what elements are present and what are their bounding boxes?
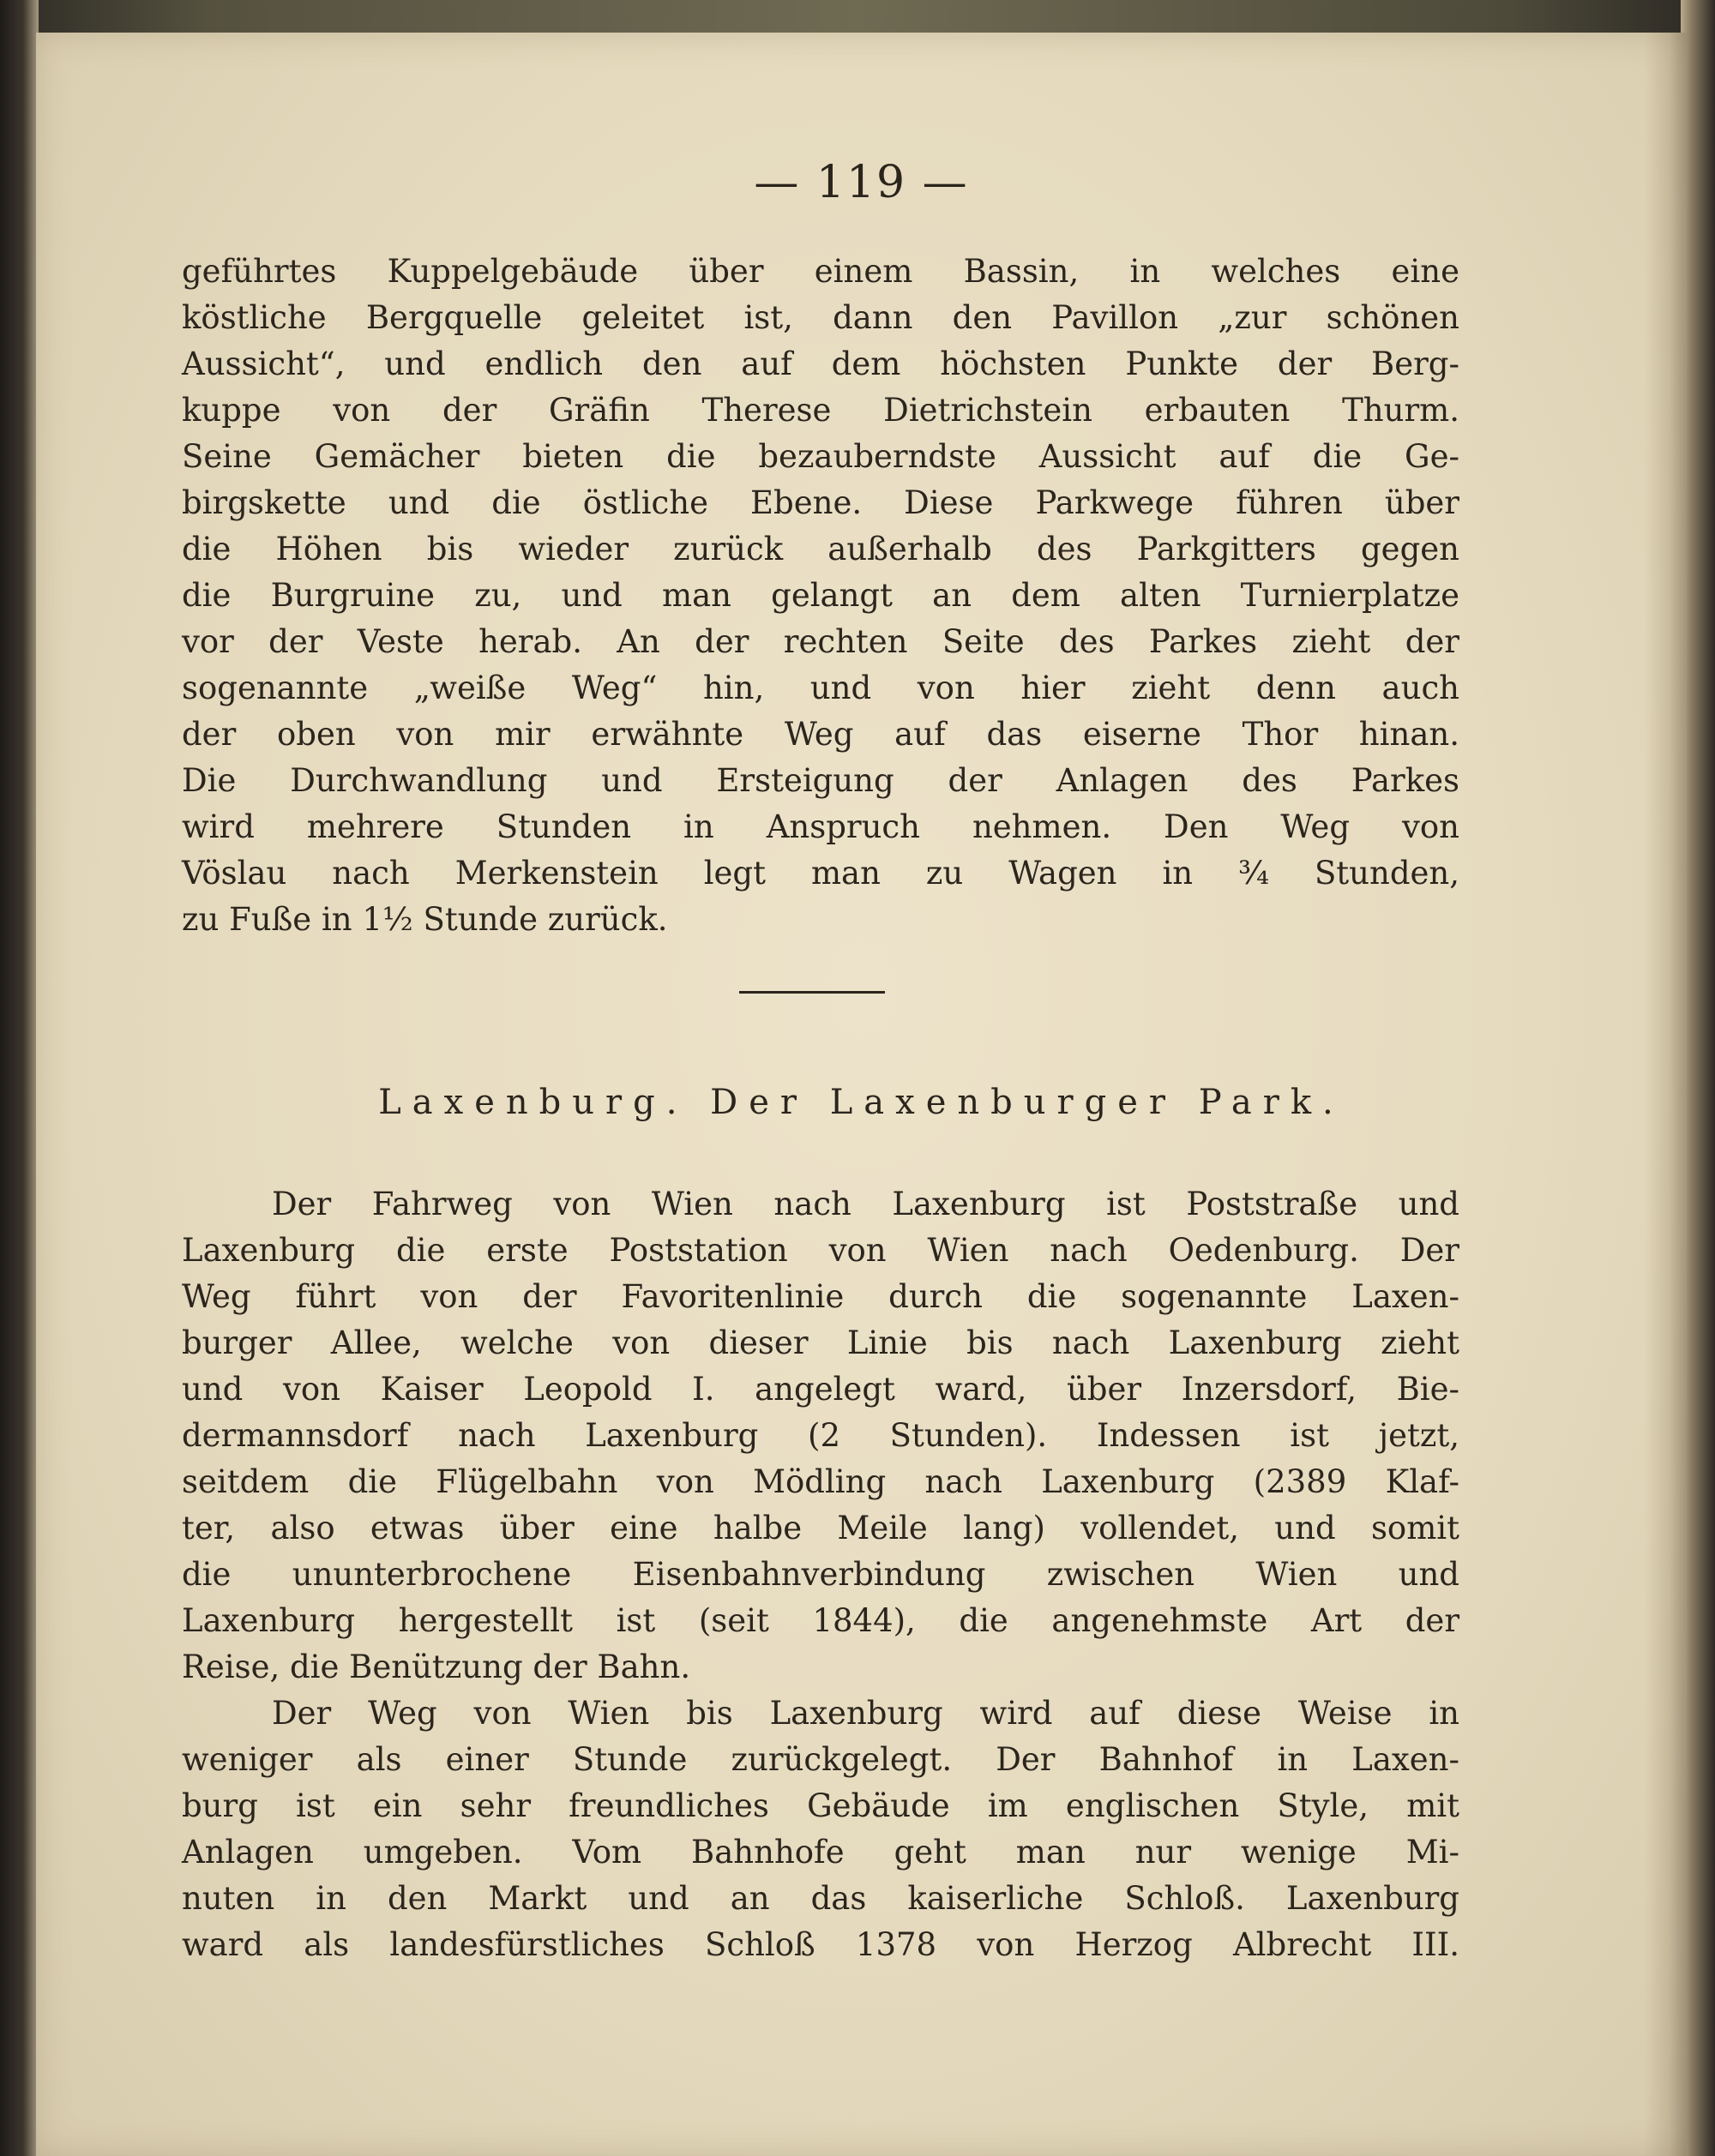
text-line: geführtes Kuppelgebäude über einem Bassin, in welches eine bbox=[182, 253, 1459, 290]
text-line: zu Fuße in 1½ Stunde zurück. bbox=[182, 901, 668, 938]
text-line: der oben von mir erwähnte Weg auf das eiserne Thor hinan. bbox=[182, 716, 1459, 753]
section-divider bbox=[739, 991, 885, 994]
text-line: kuppe von der Gräfin Therese Dietrichstein erbauten Thurm. bbox=[182, 392, 1459, 429]
text-line: Der Fahrweg von Wien nach Laxenburg ist Poststraße und bbox=[272, 1186, 1459, 1222]
text-line: Die Durchwandlung und Ersteigung der Anlagen des Parkes bbox=[182, 762, 1459, 799]
text-line: dermannsdorf nach Laxenburg (2 Stunden). Indessen ist jetzt, bbox=[182, 1417, 1459, 1454]
text-line: Der Weg von Wien bis Laxenburg wird auf diese Weise in bbox=[272, 1695, 1459, 1732]
text-line: wird mehrere Stunden in Anspruch nehmen. Den Weg von bbox=[182, 808, 1459, 845]
text-line: köstliche Bergquelle geleitet ist, dann den Pavillon „zur schönen bbox=[182, 299, 1459, 336]
book-page bbox=[36, 33, 1687, 2156]
text-line: die Höhen bis wieder zurück außerhalb des Parkgitters gegen bbox=[182, 531, 1459, 568]
paragraph-1 bbox=[182, 249, 1459, 943]
paragraph-3 bbox=[182, 1691, 1459, 1968]
text-line: Weg führt von der Favoritenlinie durch die sogenannte Laxen- bbox=[182, 1278, 1459, 1315]
text-line: die ununterbrochene Eisenbahnverbindung zwischen Wien und bbox=[182, 1556, 1459, 1593]
text-line: und von Kaiser Leopold I. angelegt ward, über Inzersdorf, Bie- bbox=[182, 1371, 1459, 1408]
text-line: sogenannte „weiße Weg“ hin, und von hier zieht denn auch bbox=[182, 670, 1459, 706]
text-line: vor der Veste herab. An der rechten Seite des Parkes zieht der bbox=[182, 623, 1459, 660]
text-line: Laxenburg hergestellt ist (seit 1844), die angenehmste Art der bbox=[182, 1602, 1459, 1639]
text-line: nuten in den Markt und an das kaiserliche Schloß. Laxenburg bbox=[182, 1880, 1459, 1917]
text-line: burg ist ein sehr freundliches Gebäude im englischen Style, mit bbox=[182, 1787, 1459, 1824]
book-spine-shadow bbox=[0, 0, 39, 2156]
text-line: seitdem die Flügelbahn von Mödling nach Laxenburg (2389 Klaf- bbox=[182, 1463, 1459, 1500]
text-line: Anlagen umgeben. Vom Bahnhofe geht man nur wenige Mi- bbox=[182, 1834, 1459, 1871]
text-line: ter, also etwas über eine halbe Meile lang) vollendet, und somit bbox=[182, 1510, 1459, 1546]
paragraph-2 bbox=[182, 1181, 1459, 1691]
text-line: weniger als einer Stunde zurückgelegt. Der Bahnhof in Laxen- bbox=[182, 1741, 1459, 1778]
section-heading: Laxenburg. Der Laxenburger Park. bbox=[378, 1083, 1345, 1122]
text-line: Aussicht“, und endlich den auf dem höchsten Punkte der Berg- bbox=[182, 345, 1459, 382]
page-number: — 119 — bbox=[754, 157, 969, 208]
text-line: Reise, die Benützung der Bahn. bbox=[182, 1649, 691, 1685]
scan-background-top bbox=[0, 0, 1715, 34]
text-line: burger Allee, welche von dieser Linie bis nach Laxenburg zieht bbox=[182, 1324, 1459, 1361]
text-line: Seine Gemächer bieten die bezauberndste Aussicht auf die Ge- bbox=[182, 438, 1459, 475]
text-line: birgskette und die östliche Ebene. Diese Parkwege führen über bbox=[182, 484, 1459, 521]
text-line: ward als landesfürstliches Schloß 1378 von Herzog Albrecht III. bbox=[182, 1926, 1459, 1963]
text-line: die Burgruine zu, und man gelangt an dem alten Turnierplatze bbox=[182, 577, 1459, 614]
text-line: Vöslau nach Merkenstein legt man zu Wagen in ¾ Stunden, bbox=[182, 855, 1459, 892]
text-line: Laxenburg die erste Poststation von Wien nach Oedenburg. Der bbox=[182, 1232, 1459, 1269]
